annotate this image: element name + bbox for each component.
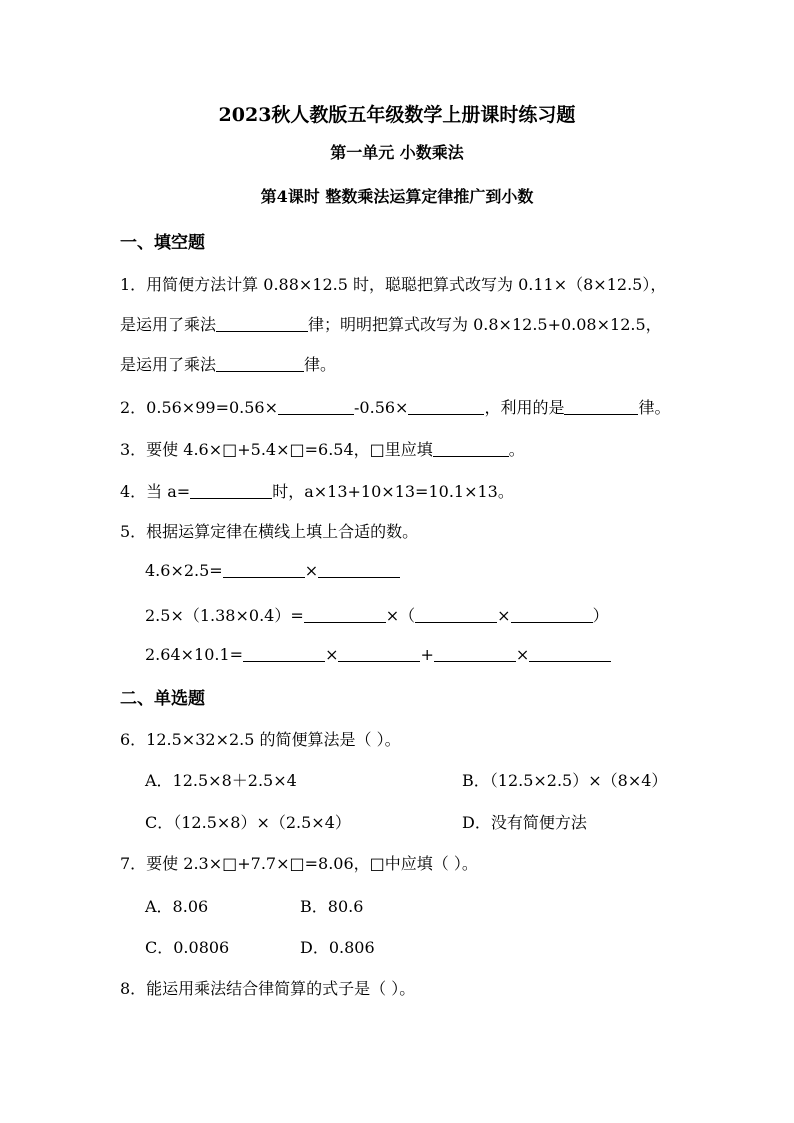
q5-blank[interactable] xyxy=(318,561,400,578)
q3-text: 。 xyxy=(508,440,525,459)
q3-blank[interactable] xyxy=(433,440,509,457)
q7-option-d[interactable]: D．0.806 xyxy=(300,938,375,957)
q5-line-3 xyxy=(145,645,611,664)
q7-option-a[interactable]: A．8.06 xyxy=(145,897,209,916)
unit-subtitle: 第一单元 小数乘法 xyxy=(330,143,464,162)
section-heading-single-choice: 二、单选题 xyxy=(120,689,205,709)
q7-stem: 7．要使 2.3×□+7.7×□=8.06，□中应填（ ）。 xyxy=(120,854,478,873)
q5-stem: 5．根据运算定律在横线上填上合适的数。 xyxy=(120,522,419,541)
q2-blank-1[interactable] xyxy=(278,398,354,415)
q6-option-c[interactable]: C．（12.5×8）×（2.5×4） xyxy=(145,813,351,832)
q6-option-a[interactable]: A．12.5×8＋2.5×4 xyxy=(145,771,297,790)
q5-text: ×（ xyxy=(385,606,416,625)
q1-text: 是运用了乘法 xyxy=(120,315,217,334)
section-heading-fill-blank: 一、填空题 xyxy=(120,233,205,253)
lesson-subtitle: 第4课时 整数乘法运算定律推广到小数 xyxy=(260,187,534,206)
q5-text: ） xyxy=(592,606,609,625)
q2-text: -0.56× xyxy=(354,398,409,417)
q3-text: 3．要使 4.6×□+5.4×□=6.54，□里应填 xyxy=(120,440,433,459)
q5-text: + xyxy=(420,645,434,664)
q2-text: 律。 xyxy=(638,398,671,417)
q7-option-b[interactable]: B．80.6 xyxy=(300,897,364,916)
q6-option-d[interactable]: D．没有简便方法 xyxy=(462,813,587,832)
q1-text: 律。 xyxy=(304,355,337,374)
q5-text: 2.5×（1.38×0.4）= xyxy=(145,606,304,625)
q5-blank[interactable] xyxy=(338,645,420,662)
q5-text: × xyxy=(515,645,530,664)
q1-line-2 xyxy=(120,312,662,335)
q5-line-1 xyxy=(145,561,400,580)
q4-line xyxy=(120,479,514,502)
q3-line xyxy=(120,437,525,460)
q5-blank[interactable] xyxy=(434,645,516,662)
q5-blank[interactable] xyxy=(223,561,305,578)
q1-text: 律；明明把算式改写为 0.8×12.5+0.08×12.5， xyxy=(308,315,662,334)
q4-blank[interactable] xyxy=(190,482,272,499)
q5-blank[interactable] xyxy=(243,645,325,662)
q5-text: × xyxy=(325,645,339,664)
page-title: 2023秋人教版五年级数学上册课时练习题 xyxy=(218,104,576,126)
q2-blank-3[interactable] xyxy=(564,398,638,415)
q6-option-b[interactable]: B．（12.5×2.5）×（8×4） xyxy=(462,771,668,790)
q1-blank-2[interactable] xyxy=(216,355,304,372)
q7-option-c[interactable]: C．0.0806 xyxy=(145,938,230,957)
q4-text: 时，a×13+10×13=10.1×13。 xyxy=(272,482,514,501)
q1-text: 是运用了乘法 xyxy=(120,355,217,374)
q5-blank[interactable] xyxy=(529,645,611,662)
q4-text: 4．当 a= xyxy=(120,482,191,501)
q5-blank[interactable] xyxy=(415,606,497,623)
q5-blank[interactable] xyxy=(511,606,593,623)
q2-text: 2．0.56×99=0.56× xyxy=(120,398,279,417)
q2-blank-2[interactable] xyxy=(408,398,484,415)
q2-text: ，利用的是 xyxy=(484,398,565,417)
q8-stem: 8．能运用乘法结合律简算的式子是（ ）。 xyxy=(120,979,416,998)
q5-line-2 xyxy=(145,603,609,626)
q1-line-1: 1．用简便方法计算 0.88×12.5 时，聪聪把算式改写为 0.11×（8×12.5）， xyxy=(120,275,667,294)
q2-line xyxy=(120,395,670,418)
q5-text: 2.64×10.1= xyxy=(145,645,244,664)
q1-line-3 xyxy=(120,352,336,375)
q5-text: 4.6×2.5= xyxy=(145,561,223,580)
q5-blank[interactable] xyxy=(304,606,386,623)
q6-stem: 6．12.5×32×2.5 的简便算法是（ ）。 xyxy=(120,730,401,749)
q5-text: × xyxy=(497,606,511,625)
q1-blank-1[interactable] xyxy=(216,315,308,332)
q5-text: × xyxy=(304,561,319,580)
